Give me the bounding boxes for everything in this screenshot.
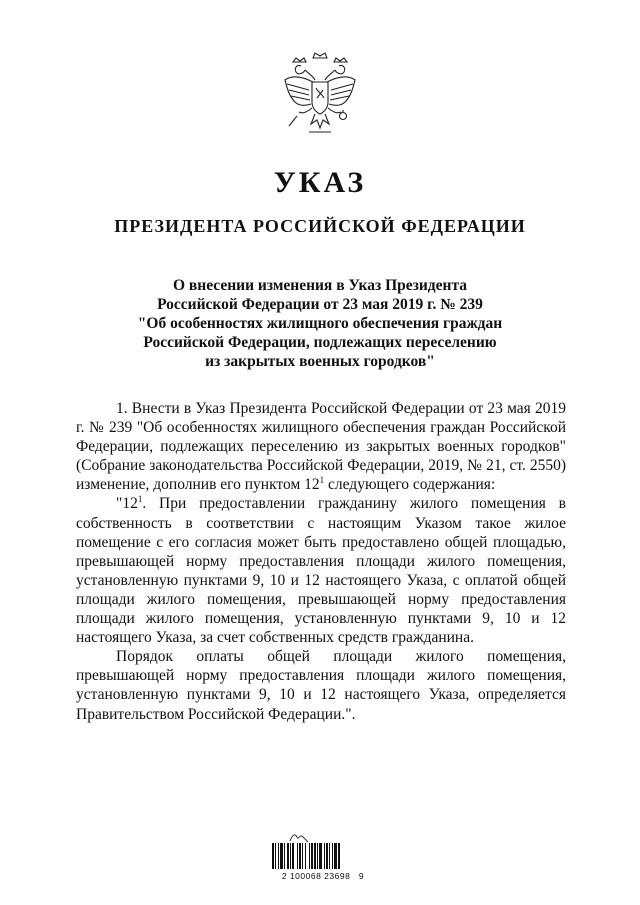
paragraph-3: Порядок оплаты общей площади жилого помещения, превышающей норму предоставления площади жилого помещения, установленную пунктами 9, 10 и 12 настоящего Указа, определяется Правительством Российской Федерации.". (76, 648, 566, 723)
superscript: 1 (319, 475, 325, 486)
barcode-number: 2 100068 23698 9 (281, 871, 365, 881)
decree-body (76, 399, 566, 724)
coat-of-arms-emblem (279, 50, 361, 142)
subject-line: О внесении изменения в Указ Президента (172, 277, 468, 294)
paragraph-2: "$12^1$. При предоставлении гражданину жилого помещения в собственность в соответствии с настоящим Указом такое жилое помещение с его согласия может быть предоставлено общей площадью, превышающей норму предоставления площади жилого помещения, установленную пунктами 9, 10 и 12 настоящего Указа, с оплатой общей площади жилого помещения, превышающей норму предоставления площади жилого помещения, установленную пунктами 9, 10 и 12 настоящего Указа, за счет собственных средств гражданина. (76, 494, 566, 647)
subject-line: "Об особенностях жилищного обеспечения граждан (137, 315, 503, 332)
subject-line: из закрытых военных городков" (205, 353, 435, 370)
decree-subject (80, 276, 560, 371)
document-title: УКАЗ (273, 166, 367, 199)
subject-line: Российской Федерации от 23 мая 2019 г. № 239 (157, 296, 483, 313)
barcode-icon (272, 843, 364, 869)
subject-line: Российской Федерации, подлежащих переселению (143, 334, 497, 351)
superscript: 1 (137, 494, 143, 505)
paragraph-1: 1. Внести в Указ Президента Российской Федерации от 23 мая 2019 г. № 239 "Об особенностях жилищного обеспечения граждан Российской Федерации, подлежащих переселению из закрытых военных городков" (Собрание законодательства Российской Федерации, 2019, № 21, ст. 2550) изменение, дополнив его пунктом $12^1$ следующего содержания: (76, 400, 566, 494)
document-issuer: ПРЕЗИДЕНТА РОССИЙСКОЙ ФЕДЕРАЦИИ (114, 216, 526, 236)
